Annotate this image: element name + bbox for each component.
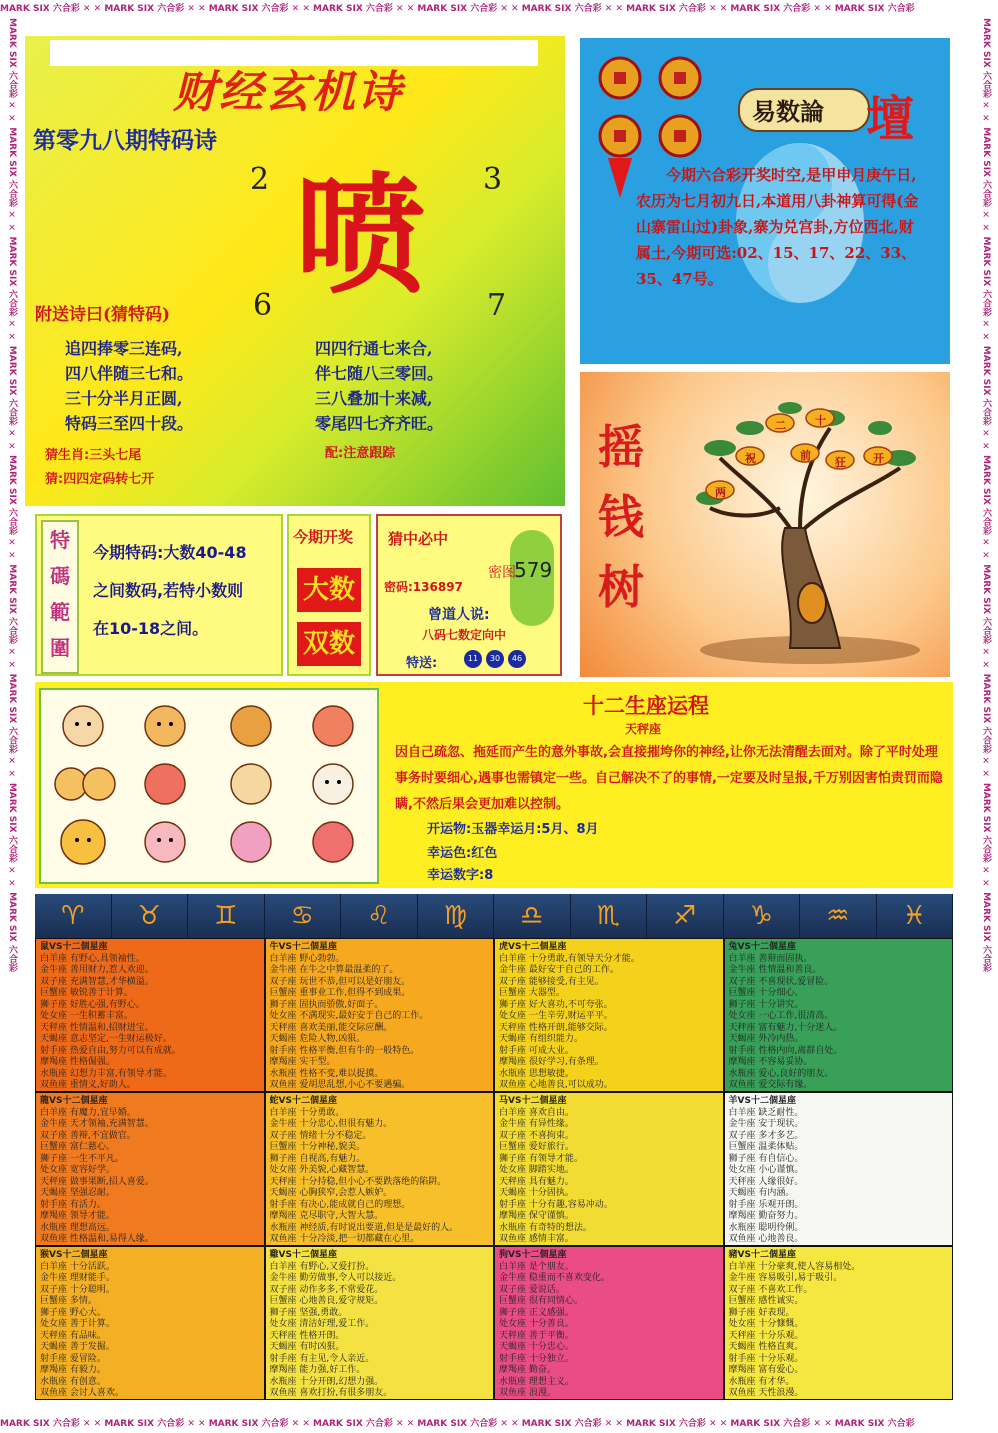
poem-panel	[25, 36, 565, 506]
table-row: 处女座 一生积蓄丰富。	[40, 1011, 133, 1021]
range-side-box	[41, 520, 79, 674]
range-line: 在10-18之间。	[93, 619, 209, 638]
zodiac-cartoon-grid	[39, 688, 379, 884]
table-row: 射手座 性格平衡,但有牛的一般特色。	[269, 1045, 420, 1056]
table-row: 射手座 热爱自由,努力可以有成就。	[40, 1045, 181, 1056]
table-row: 天蝎座 有时凶狠。	[269, 1342, 345, 1352]
guess-number: 猜:四四定码转七开	[45, 472, 155, 487]
table-row: 金牛座 安于现状。	[728, 1119, 804, 1129]
virgo-icon: ♍	[418, 894, 495, 938]
table-grid	[35, 938, 953, 1400]
table-panel-title: 狗VS十二個星座	[499, 1250, 567, 1260]
table-row: 水瓶座 有才华。	[728, 1376, 795, 1387]
table-row: 双鱼座 性格温和,易得人缘。	[40, 1234, 154, 1244]
table-row: 射手座 乐观开朗。	[728, 1199, 804, 1210]
range-panel	[35, 514, 283, 676]
open-panel	[287, 514, 371, 676]
issue-title: 第零九八期特码诗	[33, 127, 217, 154]
table-row: 天秤座 喜欢美丽,能交际应酬。	[269, 1022, 393, 1033]
poem-line: 特码三至四十段。	[65, 414, 194, 433]
zodiac-table-panel	[725, 1093, 953, 1245]
table-row: 狮子座 一生不平凡。	[40, 1153, 124, 1164]
table-row: 巨蟹座 爱好旅行。	[499, 1142, 574, 1152]
table-row: 水瓶座 幻想力丰富,有领导才能。	[40, 1068, 172, 1079]
table-row: 射手座 十分乐观。	[728, 1353, 804, 1364]
table-row: 天蝎座 坚强忍耐。	[40, 1188, 115, 1198]
border-left: MARK SIX 六合彩 ✕ ✕ MARK SIX 六合彩 ✕ ✕ MARK SIX 六合彩 ✕ ✕ MARK SIX 六合彩 ✕ ✕ MARK SIX 六合彩 ✕ ✕ MARK SIX 六合彩 ✕ ✕ MARK SIX 六合彩 ✕ ✕ MARK SIX 六合彩 ✕ ✕ MARK SIX 六合彩	[0, 18, 24, 1415]
table-row: 水瓶座 神经质,有时说出要道,但是是最好的人。	[269, 1222, 459, 1233]
table-row: 射手座 十分有趣,容易冲动。	[499, 1199, 613, 1210]
table-row: 双子座 多才多艺。	[728, 1130, 804, 1141]
table-row: 双子座 能够接受,有主见。	[499, 976, 604, 987]
gemini-icon: ♊	[188, 894, 265, 938]
table-row: 白羊座 野心勃勃。	[269, 953, 345, 964]
table-row: 射手座 可成大业。	[499, 1045, 574, 1056]
fruit-label: 十	[815, 414, 826, 427]
table-row: 摩羯座 富有爱心。	[728, 1365, 804, 1375]
table-row: 天蝎座 意志坚定,一生财运极好。	[40, 1034, 172, 1044]
table-row: 处女座 一生辛劳,财运平平。	[499, 1011, 613, 1021]
table-row: 双子座 动作多多,不常爱花。	[269, 1284, 384, 1295]
table-row: 射手座 爱冒险。	[40, 1353, 106, 1364]
table-row: 巨蟹座 十分神秘,貌美。	[269, 1142, 366, 1152]
table-row: 双子座 情绪十分不稳定。	[269, 1130, 372, 1141]
lucky-item: 开运物:玉器幸运月:5月、8月	[427, 822, 599, 837]
table-row: 双子座 善辩,不宜做官。	[40, 1130, 136, 1141]
table-row: 金牛座 容易吸引,易于吸引。	[728, 1273, 843, 1283]
poem-left	[65, 336, 193, 436]
special-label: 特送:	[406, 656, 438, 671]
table-row: 水瓶座 聪明伶俐。	[728, 1222, 804, 1233]
fruit-label: 两	[715, 486, 726, 499]
table-row: 水瓶座 有奇特的想法。	[499, 1222, 592, 1233]
open-title: 今期开奖	[293, 528, 354, 546]
table-row: 处女座 小心谨慎。	[728, 1165, 804, 1175]
table-row: 处女座 不满现实,最好安于自己的工作。	[269, 1011, 429, 1021]
poem-line: 四八伴随三七和。	[65, 364, 194, 383]
table-row: 巨蟹座 心地善良,爱守规矩。	[269, 1296, 384, 1306]
table-row: 白羊座 是个朋友。	[499, 1261, 574, 1272]
table-row: 射手座 性格内向,离群自处。	[728, 1045, 843, 1056]
poem-right	[315, 336, 443, 436]
table-row: 白羊座 有野心,又爱打扮。	[269, 1261, 375, 1272]
range-side-char: 範	[50, 600, 70, 624]
poem-line: 追四捧零三连码,	[65, 339, 183, 358]
table-row: 摩羯座 性格倔强。	[40, 1057, 115, 1067]
table-row: 双子座 十分聪明。	[40, 1284, 115, 1295]
table-row: 摩羯座 能力强,好工作。	[269, 1365, 366, 1375]
table-panel-title: 猴VS十二個星座	[40, 1250, 108, 1260]
table-row: 双子座 不喜现状,爱冒险。	[728, 976, 834, 987]
tree-title-char: 钱	[598, 490, 644, 544]
table-row: 白羊座 十分豪爽,使人容易相处。	[728, 1261, 861, 1272]
table-row: 巨蟹座 十分细心。	[728, 988, 804, 998]
open-badge: 双数	[297, 622, 361, 666]
tree-title	[598, 412, 644, 622]
table-row: 双鱼座 重情义,好助人。	[40, 1080, 136, 1090]
leo-icon: ♌	[341, 894, 418, 938]
table-row: 天蝎座 善于发掘。	[40, 1342, 115, 1352]
zodiac-strip	[35, 894, 953, 938]
table-row: 狮子座 野心大。	[40, 1307, 106, 1318]
table-row: 狮子座 有领导才能。	[499, 1153, 583, 1164]
fruit-label: 狂	[835, 456, 846, 469]
table-row: 双子座 玩世不恭,但可以是好朋友。	[269, 976, 411, 987]
table-row: 天蝎座 性格直爽。	[728, 1342, 804, 1352]
table-row: 天秤座 有品味。	[40, 1330, 106, 1341]
horoscope-sign: 天秤座	[625, 722, 662, 736]
zodiac-table-panel	[725, 939, 953, 1091]
table-row: 处女座 外美貌,心藏智慧。	[269, 1165, 375, 1175]
map-label: 密图	[488, 565, 516, 581]
horoscope-title: 十二生座运程	[583, 693, 709, 718]
table-row: 水瓶座 性格不变,难以捉摸。	[269, 1068, 384, 1079]
table-row: 白羊座 十分勇敢,有领导天分才能。	[499, 953, 640, 964]
table-row: 巨蟹座 很有同情心。	[499, 1296, 583, 1306]
table-row: 水瓶座 理想主义。	[499, 1376, 574, 1387]
border-right: MARK SIX 六合彩 ✕ ✕ MARK SIX 六合彩 ✕ ✕ MARK SIX 六合彩 ✕ ✕ MARK SIX 六合彩 ✕ ✕ MARK SIX 六合彩 ✕ ✕ MARK SIX 六合彩 ✕ ✕ MARK SIX 六合彩 ✕ ✕ MARK SIX 六合彩 ✕ ✕ MARK SIX 六合彩	[974, 18, 998, 1415]
table-row: 双子座 不喜拘束。	[499, 1130, 574, 1141]
table-row: 摩羯座 保守谨慎。	[499, 1211, 574, 1221]
table-row: 处女座 宽容好学。	[40, 1165, 115, 1175]
table-row: 白羊座 有野心,具领袖性。	[40, 953, 145, 964]
table-row: 摩羯座 勤奋努力。	[728, 1211, 804, 1221]
saying: 八码七数定向中	[422, 628, 507, 642]
pisces-icon: ♓	[877, 894, 954, 938]
guess-zodiac: 猜生肖:三头七尾	[45, 448, 142, 463]
table-row: 狮子座 十分讲究。	[728, 999, 804, 1010]
border-top: MARK SIX 六合彩 ✕ ✕ MARK SIX 六合彩 ✕ ✕ MARK SIX 六合彩 ✕ ✕ MARK SIX 六合彩 ✕ ✕ MARK SIX 六合彩 ✕ ✕ MARK SIX 六合彩 ✕ ✕ MARK SIX 六合彩 ✕ ✕ MARK SIX 六合彩 ✕ ✕ MARK SIX 六合彩	[0, 0, 998, 18]
must-hit-title: 猜中必中	[388, 530, 449, 548]
table-row: 摩羯座 领导才能。	[40, 1211, 115, 1221]
table-row: 水瓶座 理想高远。	[40, 1222, 115, 1233]
table-row: 双子座 爱说话。	[499, 1284, 565, 1295]
open-badge: 大数	[297, 568, 361, 612]
panel-title: 财经玄机诗	[173, 67, 403, 118]
table-row: 天蝎座 十分忠心。	[499, 1342, 574, 1352]
zodiac-table-panel	[266, 1247, 494, 1399]
table-panel-title: 虎VS十二個星座	[499, 942, 567, 952]
zodiac-cartoon-icon	[41, 690, 377, 882]
table-row: 巨蟹座 大器型。	[499, 988, 565, 998]
tree-title-char: 摇	[598, 420, 644, 474]
must-hit-panel	[376, 514, 562, 676]
libra-icon: ♎	[494, 894, 571, 938]
table-row: 水瓶座 思想敏捷。	[499, 1068, 574, 1079]
big-character: 喷	[295, 159, 426, 312]
table-row: 狮子座 固执而骄傲,好面子。	[269, 999, 384, 1010]
table-row: 白羊座 有魔力,宜早婚。	[40, 1107, 136, 1118]
table-row: 巨蟹座 敏锐善于计算。	[40, 988, 133, 998]
table-row: 金牛座 天才领袖,充满智慧。	[40, 1119, 154, 1129]
table-row: 天秤座 具有魅力。	[499, 1176, 574, 1187]
yishu-body: 今期六合彩开奖时空,是甲申月庚午日,农历为七月初九日,本道用八卦神算可得(金山寨雷山过)卦象,寨为兑宫卦,方位西北,财属土,今期可选:02、15、17、22、33、35、47号。	[636, 166, 919, 288]
table-row: 天秤座 人缘很好。	[728, 1176, 804, 1187]
aries-icon: ♈	[35, 894, 112, 938]
table-panel-title: 蛇VS十二個星座	[269, 1096, 337, 1106]
table-row: 处女座 清洁好理,爱工作。	[269, 1319, 375, 1329]
table-row: 天秤座 做事果断,招人喜爱。	[40, 1176, 154, 1187]
table-row: 金牛座 稳重而不喜欢变化。	[499, 1273, 610, 1283]
range-line: 今期特码:大数40-48	[93, 543, 247, 562]
range-side-char: 特	[50, 528, 70, 552]
table-row: 双鱼座 天性浪漫。	[728, 1388, 804, 1398]
capricorn-icon: ♑	[724, 894, 801, 938]
table-row: 巨蟹座 温柔体贴。	[728, 1142, 804, 1152]
table-row: 双鱼座 心地善良。	[728, 1234, 804, 1244]
zodiac-table-panel	[495, 1247, 723, 1399]
table-row: 狮子座 坚强,勇敢。	[269, 1307, 348, 1318]
poem-line: 零尾四七齐齐旺。	[315, 414, 444, 433]
table-row: 水瓶座 爱心,良好的朋友。	[728, 1068, 834, 1079]
table-row: 处女座 十分慷慨。	[728, 1319, 804, 1329]
horoscope-panel	[35, 682, 953, 888]
zodiac-table-panel	[36, 939, 264, 1091]
table-row: 狮子座 好大喜功,不可夸张。	[499, 999, 613, 1010]
table-row: 天蝎座 有组织能力。	[499, 1034, 583, 1044]
table-row: 天秤座 富有魅力,十分迷人。	[728, 1022, 843, 1033]
table-row: 天秤座 十分乐观。	[728, 1330, 804, 1341]
table-row: 金牛座 性情温和善良。	[728, 965, 822, 975]
fruit-label: 前	[800, 449, 811, 462]
table-row: 双鱼座 爱胡思乱想,小心不要遇骗。	[269, 1080, 411, 1090]
table-row: 处女座 脚踏实地。	[499, 1165, 574, 1175]
table-panel-title: 雞VS十二個星座	[269, 1250, 337, 1260]
scorpio-icon: ♏	[571, 894, 648, 938]
map-value: 579	[514, 558, 553, 582]
special-ball: 30	[486, 650, 504, 668]
table-row: 摩羯座 不容易妥协。	[728, 1057, 813, 1067]
table-row: 金牛座 勤劳做事,令人可以接近。	[269, 1273, 402, 1283]
range-side-char: 圍	[50, 636, 70, 660]
number-7: 7	[487, 288, 507, 323]
fruit-label: 开	[873, 452, 884, 465]
table-panel-title: 豬VS十二個星座	[728, 1250, 796, 1260]
table-row: 双子座 不喜欢工作。	[728, 1284, 813, 1295]
table-row: 金牛座 十分忠心,但很有魅力。	[269, 1119, 393, 1129]
sagittarius-icon: ♐	[647, 894, 724, 938]
lucky-number: 幸运数字:8	[427, 868, 494, 883]
table-row: 巨蟹座 多情。	[40, 1296, 97, 1306]
zodiac-table-panel	[725, 1247, 953, 1399]
poem-line: 三十分半月正圆,	[65, 389, 183, 408]
cancer-icon: ♋	[265, 894, 342, 938]
yishu-panel	[580, 38, 950, 364]
table-row: 巨蟹座 重事业工作,但得不到成果。	[269, 988, 411, 998]
yishu-title: 易数論	[752, 97, 824, 126]
table-row: 双鱼座 浪漫。	[499, 1388, 556, 1398]
aquarius-icon: ♒	[800, 894, 877, 938]
table-row: 天蝎座 外冷内热。	[728, 1034, 804, 1044]
zodiac-table-panel	[36, 1093, 264, 1245]
table-row: 水瓶座 十分开朗,幻想力强。	[269, 1376, 384, 1387]
table-row: 双鱼座 心地善良,可以成功。	[499, 1080, 613, 1090]
special-ball: 46	[508, 650, 526, 668]
taurus-icon: ♉	[112, 894, 189, 938]
table-row: 狮子座 好胜心强,有野心。	[40, 999, 145, 1010]
table-panel-title: 龍VS十二個星座	[40, 1096, 108, 1106]
money-tree-panel	[580, 372, 950, 677]
table-row: 水瓶座 有创意。	[40, 1376, 106, 1387]
number-3: 3	[483, 162, 503, 197]
table-row: 白羊座 喜欢自由。	[499, 1107, 574, 1118]
table-row: 射手座 有主见,令人亲近。	[269, 1353, 375, 1364]
table-row: 射手座 有决心,能成就自己的理想。	[269, 1199, 411, 1210]
table-row: 天蝎座 十分固执。	[499, 1188, 574, 1198]
note: 配:注意跟踪	[325, 446, 396, 461]
table-row: 射手座 有活力。	[40, 1199, 106, 1210]
code-label: 密码:136897	[384, 580, 463, 594]
money-tree-icon	[680, 378, 940, 668]
table-row: 白羊座 十分勇敢。	[269, 1107, 345, 1118]
table-row: 狮子座 自视高,有魅力。	[269, 1153, 366, 1164]
table-row: 处女座 十分善良。	[499, 1319, 574, 1329]
table-row: 处女座 善于计算。	[40, 1319, 115, 1329]
zodiac-table-panel	[495, 1093, 723, 1245]
table-row: 白羊座 十分活跃。	[40, 1261, 115, 1272]
fruit-label: 二	[775, 419, 786, 432]
poem-line: 四四行通七来合,	[315, 339, 433, 358]
table-row: 天秤座 性格开朗。	[269, 1330, 345, 1341]
lucky-color: 幸运色:红色	[427, 846, 498, 861]
range-text	[93, 534, 279, 648]
table-row: 摩羯座 勤奋。	[499, 1365, 556, 1375]
table-row: 巨蟹座 富仁慈心。	[40, 1142, 115, 1152]
table-row: 摩羯座 克尽职守,大智大慧。	[269, 1211, 384, 1221]
poem-subtitle: 附送诗曰(猜特码)	[35, 305, 171, 325]
table-panel-title: 牛VS十二個星座	[269, 942, 337, 952]
horoscope-body: 因自己疏忽、拖延而产生的意外事故,会直接摧垮你的神经,让你无法清醒去面对。除了平时处理事务时要细心,遇事也需镇定一些。自己解决不了的事情,一定要及时呈报,千万别因害怕责罚而隐瞒,不然后果会更加难以控制。	[395, 745, 943, 812]
table-row: 天秤座 善于平衡。	[499, 1330, 574, 1341]
table-row: 狮子座 有自信心。	[728, 1153, 804, 1164]
zodiac-table-panel	[266, 1093, 494, 1245]
table-panel-title: 羊VS十二個星座	[728, 1096, 796, 1106]
table-row: 天蝎座 危险人物,凶狠。	[269, 1034, 366, 1044]
table-row: 摩羯座 很好学习,有条理。	[499, 1057, 604, 1067]
table-row: 双鱼座 感情丰富。	[499, 1234, 574, 1244]
table-row: 白羊座 缺乏耐性。	[728, 1107, 804, 1118]
table-row: 金牛座 理财能手。	[40, 1273, 115, 1283]
table-panel-title: 马VS十二個星座	[499, 1096, 567, 1106]
zodiac-table-panel	[495, 939, 723, 1091]
yishu-title-big: 壇	[866, 91, 915, 147]
table-row: 双鱼座 喜欢打扮,有很多朋友。	[269, 1388, 393, 1398]
table-row: 天秤座 性格开朗,能够交际。	[499, 1022, 613, 1033]
table-row: 金牛座 有异性缘。	[499, 1119, 574, 1129]
table-row: 白羊座 善辩而固执。	[728, 953, 813, 964]
zodiac-table-panel	[36, 1247, 264, 1399]
table-row: 金牛座 在牛之中算最温柔的了。	[269, 965, 399, 975]
saying-title: 曾道人说:	[428, 607, 490, 623]
table-row: 摩羯座 实干型。	[269, 1057, 336, 1067]
table-row: 巨蟹座 感性诚实。	[728, 1296, 804, 1306]
border-bottom: MARK SIX 六合彩 ✕ ✕ MARK SIX 六合彩 ✕ ✕ MARK SIX 六合彩 ✕ ✕ MARK SIX 六合彩 ✕ ✕ MARK SIX 六合彩 ✕ ✕ MARK SIX 六合彩 ✕ ✕ MARK SIX 六合彩 ✕ ✕ MARK SIX 六合彩 ✕ ✕ MARK SIX 六合彩	[0, 1415, 998, 1433]
table-row: 狮子座 好表现。	[728, 1307, 795, 1318]
table-row: 天蝎座 有内涵。	[728, 1188, 795, 1198]
poem-line: 伴七随八三零回。	[315, 364, 444, 383]
poem-line: 三八叠加十来减,	[315, 389, 433, 408]
table-row: 处女座 一心工作,很清高。	[728, 1011, 834, 1021]
table-row: 摩羯座 有毅力。	[40, 1365, 106, 1375]
table-row: 天秤座 十分持稳,但小心不要跌落绝的陷阱。	[269, 1176, 447, 1187]
table-row: 双子座 充满智慧,才华横溢。	[40, 976, 154, 987]
table-row: 天蝎座 心胸狭窄,会惹人嫉妒。	[269, 1188, 393, 1198]
table-panel-title: 鼠VS十二個星座	[40, 942, 108, 952]
range-line: 之间数码,若特小数则	[93, 581, 244, 600]
tree-title-char: 树	[598, 560, 644, 614]
table-row: 双鱼座 爱交际有缘。	[728, 1080, 813, 1090]
table-row: 双鱼座 十分冷淡,把一切都藏在心里。	[269, 1234, 420, 1244]
special-ball: 11	[464, 650, 482, 668]
number-6: 6	[253, 288, 273, 323]
table-panel-title: 兔VS十二個星座	[728, 942, 796, 952]
range-side-char: 碼	[50, 564, 70, 588]
fruit-label: 祝	[745, 452, 756, 465]
table-row: 天秤座 性情温和,招财进宝。	[40, 1022, 154, 1033]
number-2: 2	[250, 162, 270, 197]
zodiac-table-panel	[266, 939, 494, 1091]
table-row: 金牛座 最好安于自己的工作。	[499, 965, 619, 975]
table-row: 射手座 十分独立。	[499, 1353, 574, 1364]
table-row: 狮子座 正义感强。	[499, 1307, 574, 1318]
table-row: 双鱼座 会讨人喜欢。	[40, 1388, 124, 1398]
table-row: 金牛座 善用财力,惹人欢迎。	[40, 965, 154, 975]
